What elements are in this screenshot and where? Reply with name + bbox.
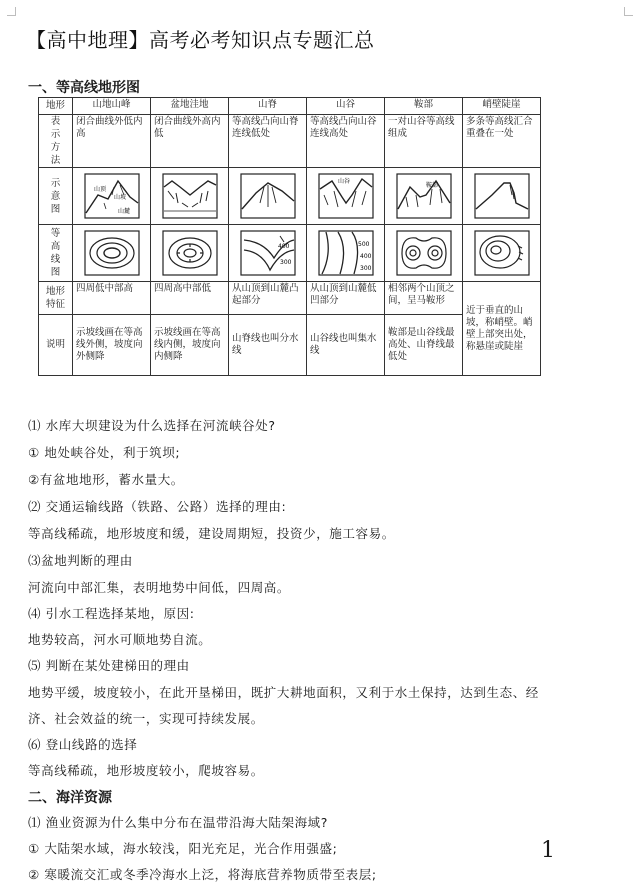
table-cell: 山谷线也叫集水线 — [307, 315, 385, 376]
answer-line: 河流向中部汇集，表明地势中间低，四周高。 — [28, 580, 291, 595]
answer-line: ②有盆地地形，蓄水量大。 — [28, 472, 184, 487]
ridge-sketch — [240, 173, 296, 219]
table-cell — [463, 168, 541, 225]
table-cell: 近于垂直的山坡，称峭壁。峭壁上部突出处，称悬崖或陡崖 — [463, 282, 541, 376]
answer-line: ② 寒暖流交汇或冬季冷海水上泛，将海底营养物质带至表层; — [28, 867, 377, 882]
table-cell — [151, 225, 229, 282]
page-corner-mark — [624, 7, 633, 16]
svg-text:山顶: 山顶 — [93, 186, 106, 193]
table-cell: 四周高中部低 — [151, 282, 229, 315]
section-heading: 二、海洋资源 — [28, 790, 112, 806]
cliff-sketch — [474, 173, 530, 219]
table-cell: 闭合曲线外低内高 — [73, 115, 151, 168]
row-header: 地形特征 — [39, 282, 73, 315]
table-cell: 闭合曲线外高内低 — [151, 115, 229, 168]
saddle-sketch — [396, 173, 452, 219]
table-cell — [73, 168, 151, 225]
svg-text:300: 300 — [359, 265, 371, 272]
valley-sketch — [318, 173, 374, 219]
table-cell: 从山顶到山麓凸起部分 — [229, 282, 307, 315]
document-title: 【高中地理】高考必考知识点专题汇总 — [26, 28, 375, 52]
row-header: 地形 — [39, 98, 73, 115]
question-line: ⑴ 渔业资源为什么集中分布在温带沿海大陆架海域? — [28, 815, 329, 830]
table-row — [39, 225, 541, 282]
row-header: 等高线图 — [39, 225, 73, 282]
svg-text:山谷: 山谷 — [337, 178, 350, 185]
answer-line: 地势平缓，坡度较小，在此开垦梯田，既扩大耕地面积，又利于水土保持，达到生态、经 — [28, 685, 539, 700]
question-line: ⑷ 引水工程选择某地，原因: — [28, 606, 195, 621]
table-cell: 盆地洼地 — [151, 98, 229, 115]
svg-text:400: 400 — [277, 243, 289, 250]
answer-line: 济、社会效益的统一，实现可持续发展。 — [28, 711, 264, 726]
valley-contour-map — [318, 230, 374, 276]
table-cell — [151, 168, 229, 225]
svg-text:400: 400 — [359, 253, 371, 260]
answer-line: 等高线稀疏，地形坡度和缓，建设周期短，投资少，施工容易。 — [28, 526, 395, 541]
answer-line: 等高线稀疏，地形坡度较小，爬坡容易。 — [28, 763, 264, 778]
table-cell: 等高线凸向山脊连线低处 — [229, 115, 307, 168]
svg-text:300: 300 — [279, 259, 291, 266]
table-cell: 山地山峰 — [73, 98, 151, 115]
table-cell: 相邻两个山顶之间，呈马鞍形 — [385, 282, 463, 315]
table-row — [39, 282, 541, 315]
page-number: 1 — [541, 838, 555, 863]
cliff-contour-map — [474, 230, 530, 276]
row-header: 说明 — [39, 315, 73, 376]
question-line: ⑶盆地判断的理由 — [28, 553, 133, 568]
question-line: ⑵ 交通运输线路（铁路、公路）选择的理由: — [28, 499, 287, 514]
table-cell — [229, 225, 307, 282]
table-row — [39, 168, 541, 225]
table-row — [39, 115, 541, 168]
ridge-contour-map — [240, 230, 296, 276]
table-cell — [229, 168, 307, 225]
table-cell — [73, 225, 151, 282]
question-line: ⑴ 水库大坝建设为什么选择在河流峡谷处? — [28, 418, 276, 433]
answer-line: ① 地处峡谷处，利于筑坝; — [28, 445, 181, 460]
answer-line: ① 大陆架水域，海水较浅，阳光充足，光合作用强盛; — [28, 841, 338, 856]
svg-text:山坡: 山坡 — [113, 194, 126, 201]
answer-line: 地势较高，河水可顺地势自流。 — [28, 632, 212, 647]
page-corner-mark — [7, 7, 16, 16]
table-cell: 多条等高线汇合重叠在一处 — [463, 115, 541, 168]
table-cell: 山脊线也叫分水线 — [229, 315, 307, 376]
table-cell — [385, 168, 463, 225]
question-line: ⑹ 登山线路的选择 — [28, 737, 138, 752]
table-cell: 鞍部 — [385, 98, 463, 115]
table-cell — [463, 225, 541, 282]
basin-sketch — [162, 173, 218, 219]
table-cell: 示坡线画在等高线内侧，坡度向内侧降 — [151, 315, 229, 376]
table-cell: 一对山谷等高线组成 — [385, 115, 463, 168]
table-cell: 从山顶到山麓低凹部分 — [307, 282, 385, 315]
table-cell: 示坡线画在等高线外侧，坡度向外侧降 — [73, 315, 151, 376]
table-cell: 四周低中部高 — [73, 282, 151, 315]
row-header: 示意图 — [39, 168, 73, 225]
table-cell: 峭壁陡崖 — [463, 98, 541, 115]
table-cell — [307, 168, 385, 225]
table-cell: 山脊 — [229, 98, 307, 115]
table-row — [39, 98, 541, 115]
section-heading: 一、等高线地形图 — [28, 80, 140, 96]
contour-landform-table — [38, 97, 541, 376]
table-cell: 鞍部是山谷线最高处、山脊线最低处 — [385, 315, 463, 376]
svg-text:500: 500 — [357, 241, 369, 248]
peak-contour-map — [84, 230, 140, 276]
saddle-contour-map — [396, 230, 452, 276]
table-cell — [307, 225, 385, 282]
table-cell: 山谷 — [307, 98, 385, 115]
basin-contour-map — [162, 230, 218, 276]
mountain-peak-sketch — [84, 173, 140, 219]
svg-text:鞍部: 鞍部 — [425, 182, 438, 189]
row-header: 表示方法 — [39, 115, 73, 168]
svg-text:山麓: 山麓 — [117, 208, 130, 215]
table-cell: 等高线凸向山谷连线高处 — [307, 115, 385, 168]
table-cell — [385, 225, 463, 282]
question-line: ⑸ 判断在某处建梯田的理由 — [28, 658, 190, 673]
